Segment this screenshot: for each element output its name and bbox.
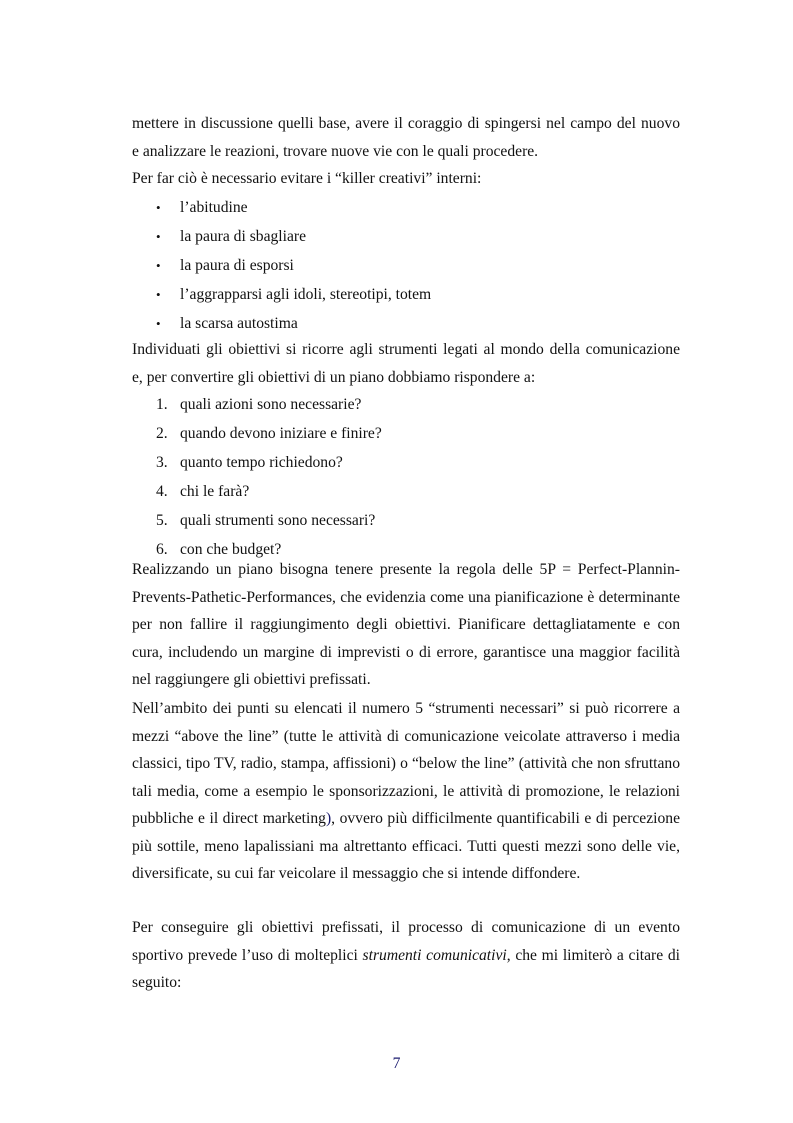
paragraph-text: [132, 914, 680, 997]
bullet-icon: •: [156, 316, 161, 331]
paragraph-text: Realizzando un piano bisogna tenere presente la regola delle 5P = Perfect-Plannin-Prevents-Pathetic-Performances, che evidenzia come una pianificazione è determinante per non fallire il raggiungimento degli obiettivi. Pianificare dettagliatamente e con cura, includendo un margine di imprevisti o di errore, garantisce una maggior facilità nel raggiungere gli obiettivi prefissati.: [132, 561, 680, 688]
list-item-text: quali azioni sono necessarie?: [180, 396, 362, 413]
paragraph-obiettivi: [132, 336, 680, 391]
paragraph-line: e analizzare le reazioni, trovare nuove vie con le quali procedere.: [132, 142, 539, 160]
list-item-text: quando devono iniziare e finire?: [180, 425, 382, 442]
paragraph-intro: [132, 110, 680, 193]
list-item: [132, 222, 680, 251]
list-item-text: l’aggrapparsi agli idoli, stereotipi, totem: [180, 286, 432, 303]
list-number: 4.: [156, 483, 168, 500]
list-item-text: l’abitudine: [180, 199, 248, 216]
list-item-text: la paura di esporsi: [180, 257, 294, 274]
paragraph-strumenti: [132, 695, 680, 888]
list-item: [132, 390, 680, 419]
emphasis-text: strumenti comunicativi: [362, 946, 507, 964]
list-number: 6.: [156, 541, 168, 558]
list-item: [132, 193, 680, 222]
paragraph-line: mettere in discussione quelli base, avere il coraggio di spingersi nel campo del nuovo: [132, 115, 680, 132]
paragraph-segment: , che mi limiterò a citare di seguito:: [132, 946, 681, 991]
list-item: [132, 448, 680, 477]
bullet-icon: •: [156, 258, 161, 273]
list-item: [132, 477, 680, 506]
list-item-text: la scarsa autostima: [180, 315, 298, 332]
paragraph-segment: , ovvero più difficilmente quantificabili e di percezione più sottile, meno lapalissiani ma altrettanto efficaci. Tutti questi mezzi sono delle vie, diversificate, su cui far veicolare il messaggio che si intende diffondere.: [132, 810, 681, 882]
list-number: 2.: [156, 425, 168, 442]
list-number: 1.: [156, 396, 168, 413]
bullet-icon: •: [156, 287, 161, 302]
list-item: [132, 419, 680, 448]
list-item: [132, 309, 680, 338]
page-number: 7: [392, 1055, 401, 1072]
list-item: [132, 506, 680, 535]
paragraph-killer-creativi: Per far ciò è necessario evitare i “killer creativi” interni:: [132, 170, 482, 187]
list-item-text: quanto tempo richiedono?: [180, 454, 343, 471]
paragraph-regola-5p: [132, 556, 680, 694]
paragraph-text: [132, 695, 680, 888]
list-item-text: la paura di sbagliare: [180, 228, 306, 245]
numbered-list: [132, 390, 680, 564]
list-item-text: con che budget?: [180, 541, 282, 558]
paragraph-segment: ): [325, 810, 332, 827]
list-item: [132, 280, 680, 309]
paragraph-line: Individuati gli obiettivi si ricorre agli strumenti legati al mondo della comunicazione: [132, 341, 680, 358]
bullet-icon: •: [156, 200, 161, 215]
paragraph-line: e, per convertire gli obiettivi di un piano dobbiamo rispondere a:: [132, 368, 536, 386]
paragraph-strumenti-comunicativi: [132, 914, 680, 997]
list-number: 5.: [156, 512, 168, 529]
list-item: [132, 251, 680, 280]
paragraph-segment: Nell’ambito dei punti su elencati il numero 5 “strumenti necessari” si può ricorrere a mezzi “above the line” (tutte le attività di comunicazione veicolate attraverso i media classici, tipo TV, radio, stampa, affissioni) o “below the line” (attività che non sfruttano tali media, come a esempio le sponsorizzazioni, le attività di promozione, le relazioni pubbliche e il direct marketing: [132, 700, 680, 827]
list-item-text: quali strumenti sono necessari?: [180, 512, 376, 529]
bullet-list: [132, 193, 680, 338]
list-item-text: chi le farà?: [180, 483, 250, 500]
paragraph-segment: Per conseguire gli obiettivi prefissati, il processo di comunicazione di un evento sportivo prevede l’uso di molteplici: [132, 919, 680, 964]
bullet-icon: •: [156, 229, 161, 244]
list-number: 3.: [156, 454, 168, 471]
